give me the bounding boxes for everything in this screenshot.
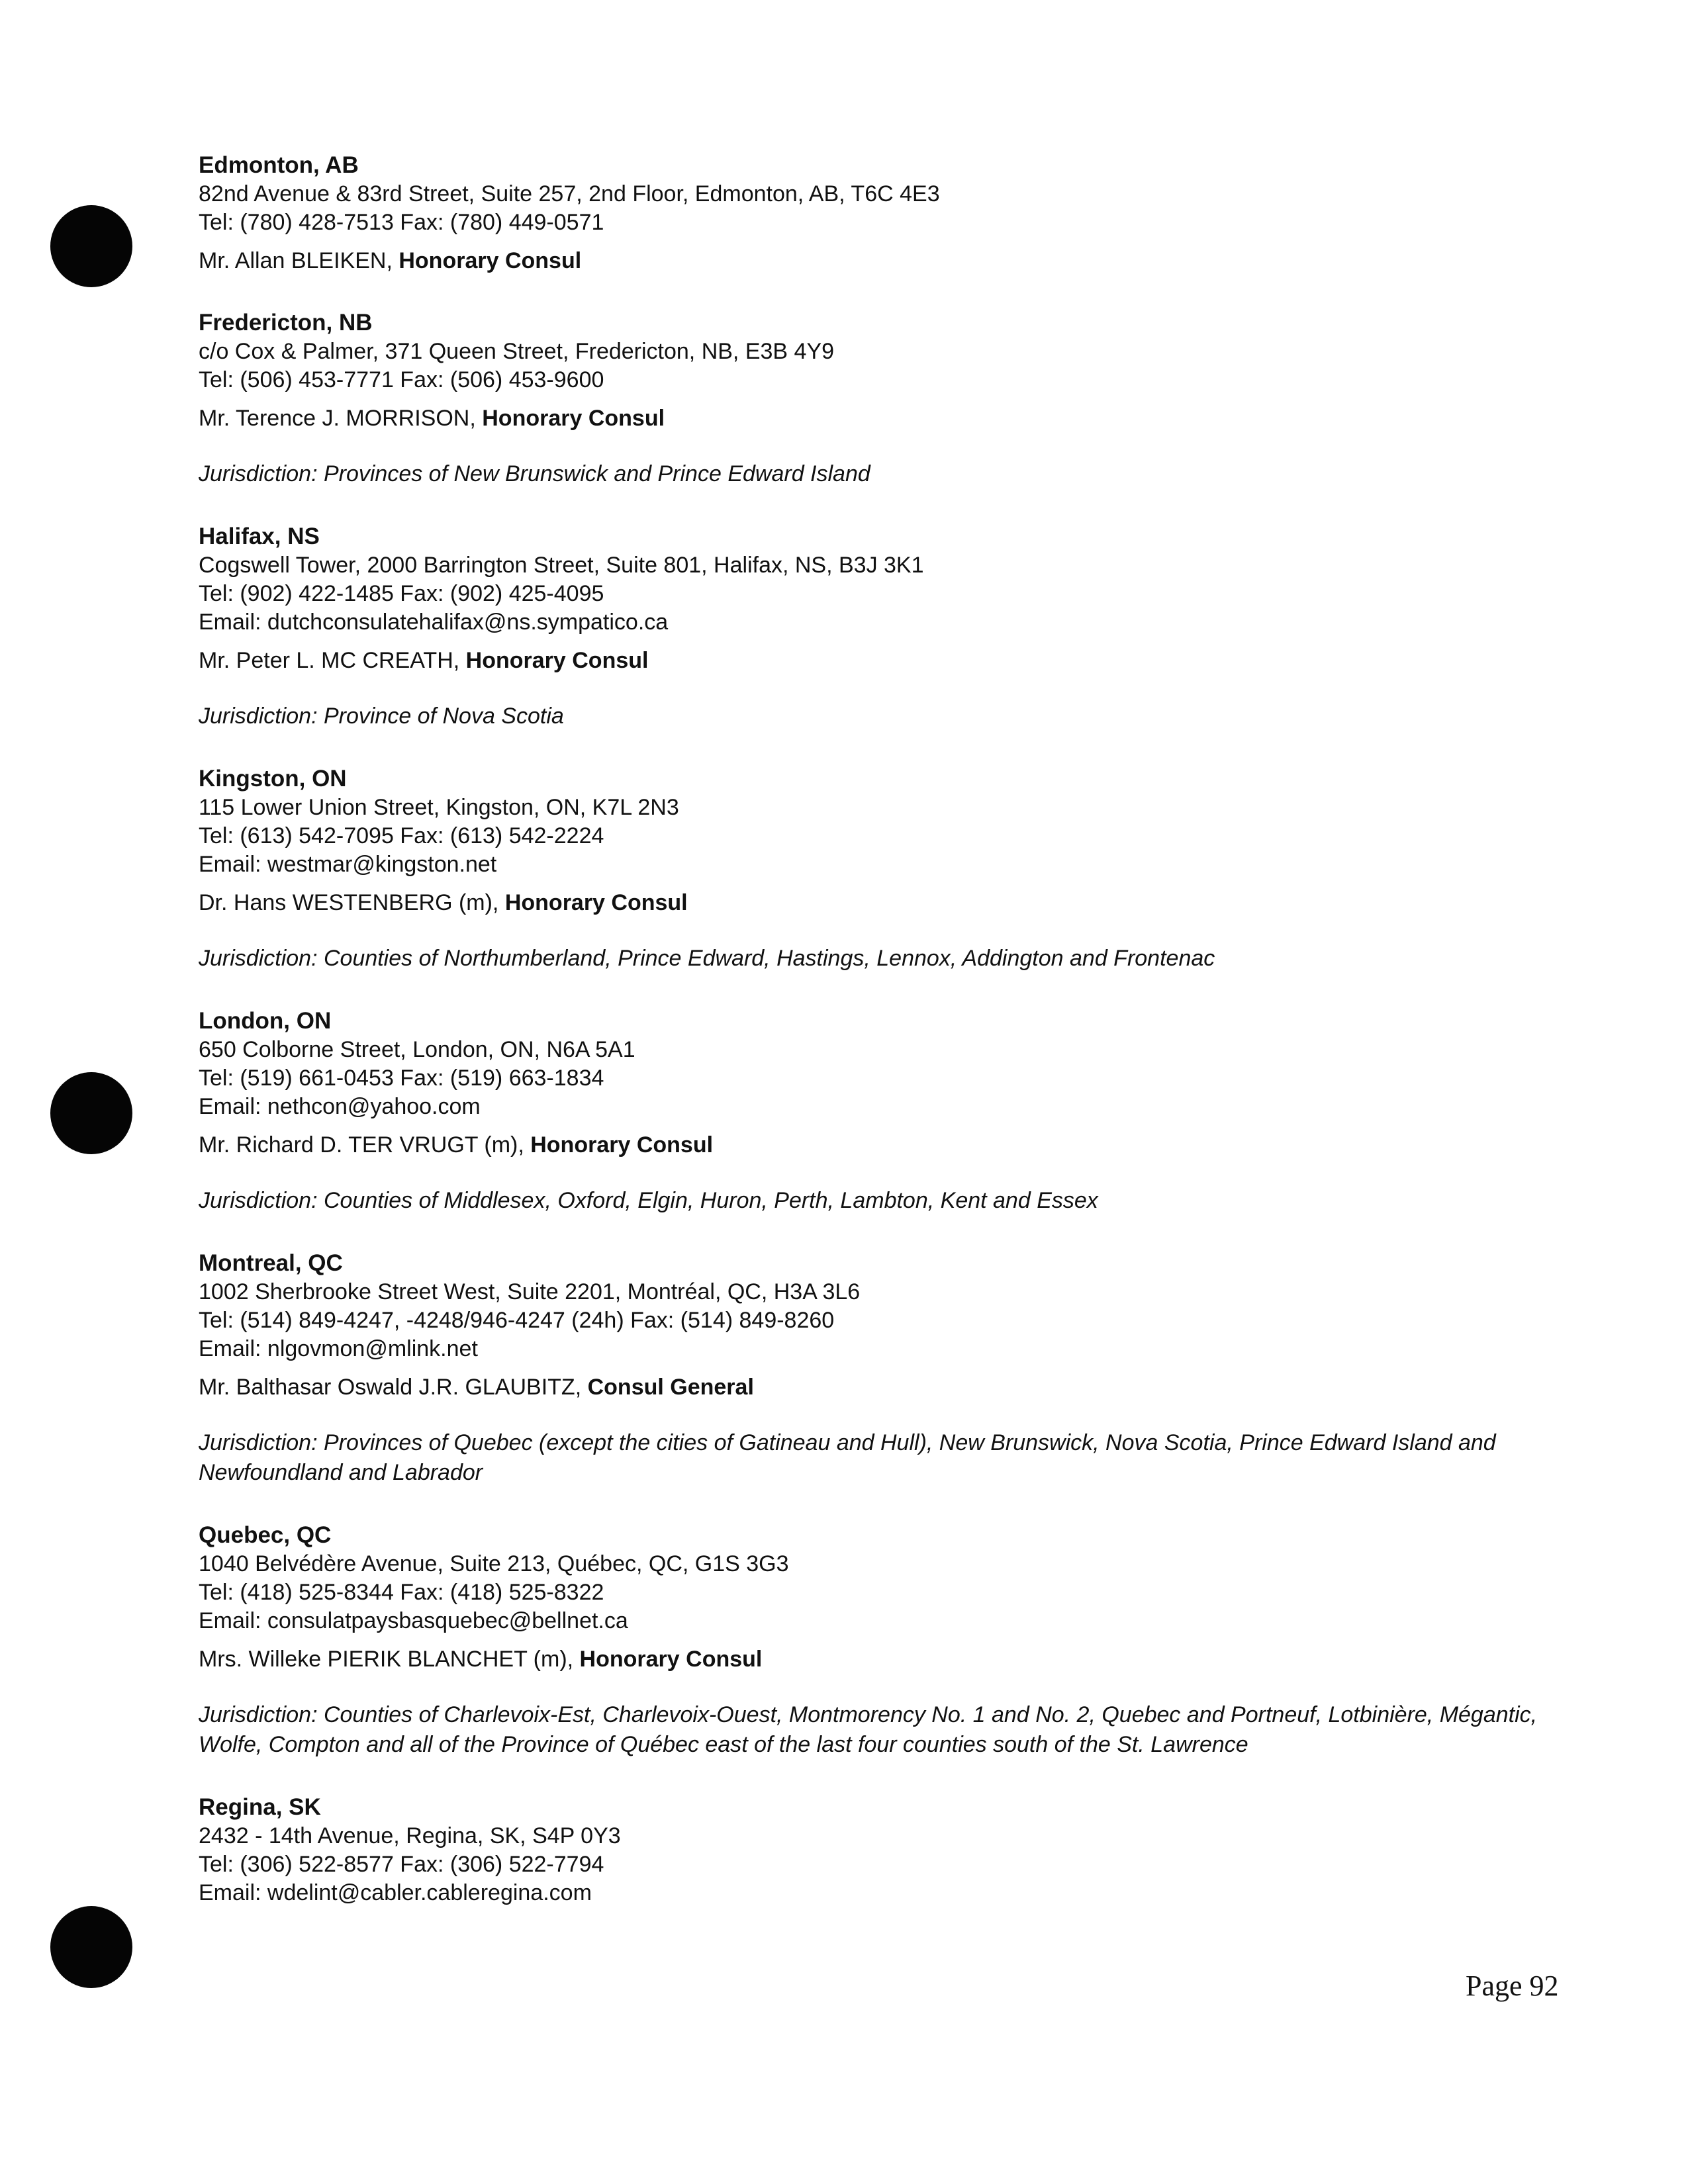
- entry-city: Quebec, QC: [199, 1522, 332, 1548]
- entry-jurisdiction: Jurisdiction: Province of Nova Scotia: [199, 704, 564, 729]
- entry-phone: Tel: (306) 522-8577 Fax: (306) 522-7794: [199, 1852, 604, 1877]
- person-name: Mr. Peter L. MC CREATH,: [199, 648, 466, 673]
- binder-hole-top: [50, 205, 132, 287]
- consulate-entry-fredericton: [199, 308, 1556, 489]
- entry-phone: Tel: (418) 525-8344 Fax: (418) 525-8322: [199, 1580, 604, 1605]
- entry-address: 82nd Avenue & 83rd Street, Suite 257, 2nd Floor, Edmonton, AB, T6C 4E3: [199, 181, 940, 206]
- entry-jurisdiction: Jurisdiction: Counties of Northumberland, Prince Edward, Hastings, Lennox, Addington and Frontenac: [199, 946, 1215, 971]
- entry-jurisdiction: Jurisdiction: Counties of Middlesex, Oxford, Elgin, Huron, Perth, Lambton, Kent and Essex: [199, 1188, 1098, 1213]
- person-title: Honorary Consul: [530, 1132, 714, 1158]
- entry-phone: Tel: (780) 428-7513 Fax: (780) 449-0571: [199, 210, 604, 235]
- consulate-entry-london: [199, 1007, 1556, 1216]
- binder-hole-middle: [50, 1072, 132, 1154]
- person-title: Honorary Consul: [579, 1647, 763, 1672]
- entry-address: 1002 Sherbrooke Street West, Suite 2201, Montréal, QC, H3A 3L6: [199, 1279, 861, 1304]
- entry-city: Montreal, QC: [199, 1250, 343, 1276]
- entry-city: London, ON: [199, 1008, 332, 1034]
- person-name: Mr. Balthasar Oswald J.R. GLAUBITZ,: [199, 1375, 588, 1400]
- entry-address: 650 Colborne Street, London, ON, N6A 5A1: [199, 1037, 635, 1062]
- consulate-list: [199, 151, 1556, 1907]
- entry-city: Fredericton, NB: [199, 310, 373, 336]
- entry-email: Email: wdelint@cabler.cableregina.com: [199, 1880, 592, 1905]
- entry-address: Cogswell Tower, 2000 Barrington Street, Suite 801, Halifax, NS, B3J 3K1: [199, 553, 924, 578]
- person-title: Consul General: [587, 1375, 754, 1400]
- entry-phone: Tel: (519) 661-0453 Fax: (519) 663-1834: [199, 1066, 604, 1091]
- entry-person: [199, 1645, 1556, 1674]
- entry-person: [199, 888, 1556, 917]
- entry-address: 2432 - 14th Avenue, Regina, SK, S4P 0Y3: [199, 1823, 621, 1848]
- person-name: Mr. Allan BLEIKEN,: [199, 248, 399, 273]
- entry-phone: Tel: (514) 849-4247, -4248/946-4247 (24h) Fax: (514) 849-8260: [199, 1308, 835, 1333]
- entry-jurisdiction: Jurisdiction: Provinces of Quebec (except the cities of Gatineau and Hull), New Brunswick, Nova Scotia, Prince Edward Island and Newfoundland and Labrador: [199, 1430, 1496, 1485]
- entry-address: 1040 Belvédère Avenue, Suite 213, Québec, QC, G1S 3G3: [199, 1551, 789, 1576]
- page-number: Page 92: [1466, 1970, 1559, 2002]
- person-name: Mr. Terence J. MORRISON,: [199, 406, 483, 431]
- entry-email: Email: consulatpaysbasquebec@bellnet.ca: [199, 1608, 628, 1633]
- entry-address: c/o Cox & Palmer, 371 Queen Street, Fredericton, NB, E3B 4Y9: [199, 339, 835, 364]
- entry-email: Email: nlgovmon@mlink.net: [199, 1336, 478, 1361]
- entry-jurisdiction: Jurisdiction: Counties of Charlevoix-Est, Charlevoix-Ouest, Montmorency No. 1 and No. 2, Quebec and Portneuf, Lotbinière, Mégantic, Wolfe, Compton and all of the Province of Québec east of the last four counties south of the St. Lawrence: [199, 1702, 1538, 1757]
- entry-jurisdiction: Jurisdiction: Provinces of New Brunswick and Prince Edward Island: [199, 461, 870, 486]
- entry-email: Email: westmar@kingston.net: [199, 852, 497, 877]
- entry-address: 115 Lower Union Street, Kingston, ON, K7L 2N3: [199, 795, 679, 820]
- entry-person: [199, 246, 1556, 275]
- person-name: Mrs. Willeke PIERIK BLANCHET (m),: [199, 1647, 580, 1672]
- consulate-entry-halifax: [199, 522, 1556, 731]
- entry-city: Kingston, ON: [199, 766, 347, 792]
- entry-city: Regina, SK: [199, 1794, 321, 1820]
- consulate-entry-edmonton: [199, 151, 1556, 275]
- binder-hole-bottom: [50, 1906, 132, 1988]
- entry-email: Email: nethcon@yahoo.com: [199, 1094, 481, 1119]
- person-title: Honorary Consul: [482, 406, 665, 431]
- entry-email: Email: dutchconsulatehalifax@ns.sympatico.ca: [199, 610, 669, 635]
- person-name: Dr. Hans WESTENBERG (m),: [199, 890, 505, 915]
- entry-person: [199, 646, 1556, 675]
- entry-phone: Tel: (613) 542-7095 Fax: (613) 542-2224: [199, 823, 604, 848]
- entry-city: Halifax, NS: [199, 523, 320, 549]
- person-title: Honorary Consul: [504, 890, 688, 915]
- entry-person: [199, 1373, 1556, 1402]
- consulate-entry-regina: [199, 1793, 1556, 1907]
- entry-city: Edmonton, AB: [199, 152, 359, 178]
- consulate-entry-kingston: [199, 764, 1556, 974]
- entry-person: [199, 404, 1556, 433]
- entry-person: [199, 1130, 1556, 1160]
- entry-phone: Tel: (506) 453-7771 Fax: (506) 453-9600: [199, 367, 604, 392]
- person-name: Mr. Richard D. TER VRUGT (m),: [199, 1132, 531, 1158]
- person-title: Honorary Consul: [465, 648, 649, 673]
- entry-phone: Tel: (902) 422-1485 Fax: (902) 425-4095: [199, 581, 604, 606]
- person-title: Honorary Consul: [399, 248, 582, 273]
- consulate-entry-quebec: [199, 1521, 1556, 1760]
- consulate-entry-montreal: [199, 1249, 1556, 1488]
